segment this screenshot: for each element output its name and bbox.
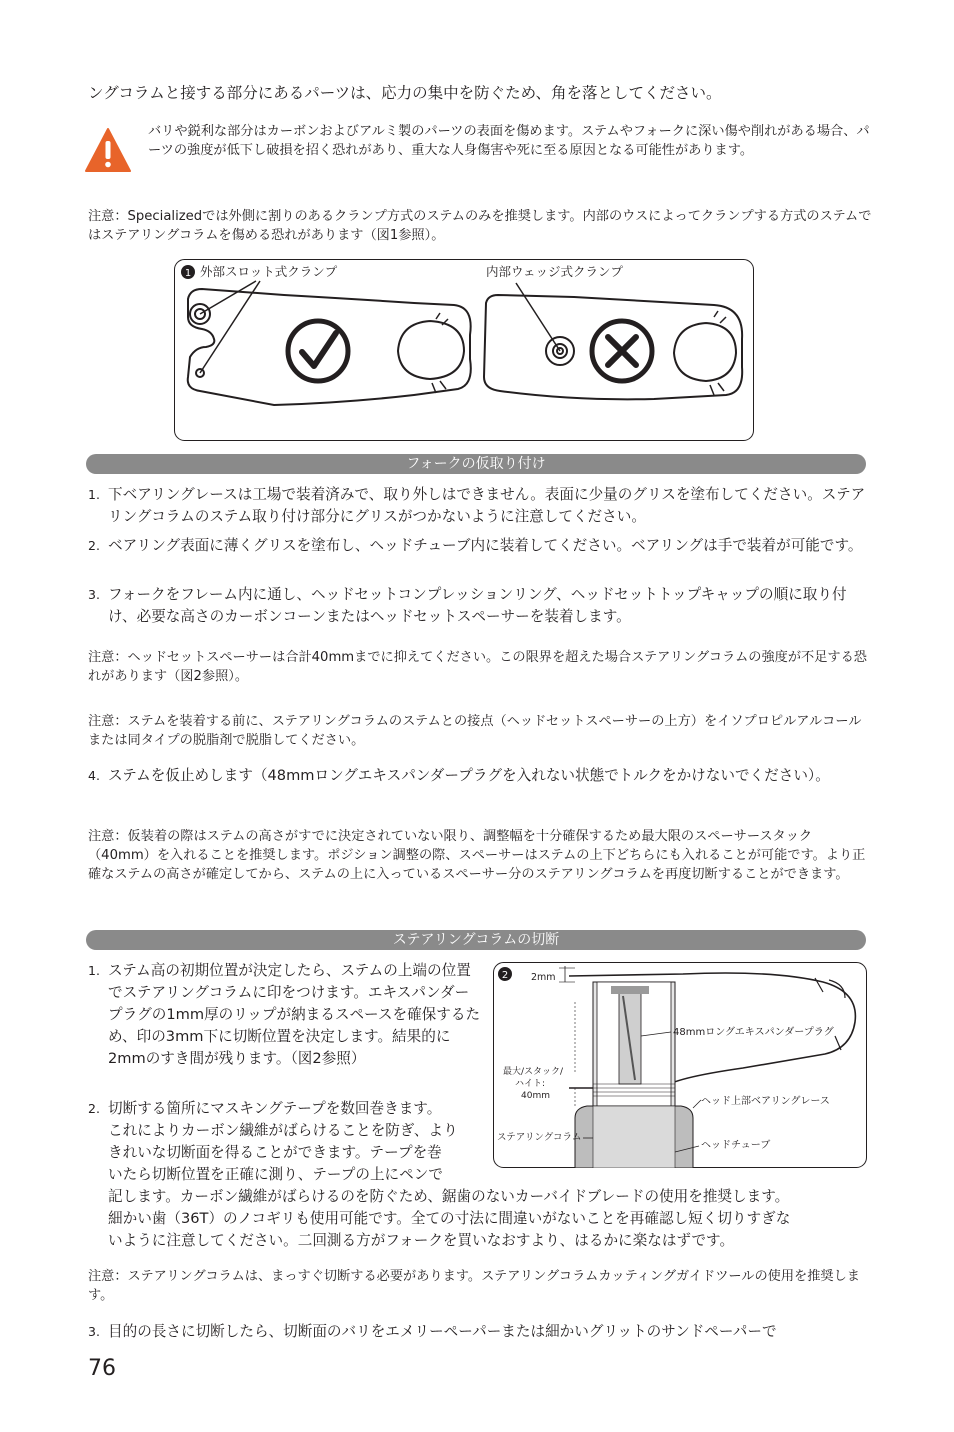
label-expander-plug: 48mmロングエキスパンダープラグ	[673, 1027, 834, 1038]
step-text: 下ベアリングレースは工場で装着済みで、取り外しはできません。表面に少量のグリスを塗布してください。ステアリングコラムのステム取り付け部分にグリスがつかないように注意してください。	[108, 486, 866, 525]
label-stack-line-2: ハイト:	[515, 1079, 546, 1089]
step-4	[88, 765, 873, 809]
step-text-line: いたら切断位置を正確に測り、テープの上にペンで	[108, 1166, 443, 1183]
step-text-line: これによりカーボン繊維がばらけることを防ぎ、より	[108, 1122, 458, 1139]
label-gap: 2mm	[531, 972, 556, 983]
lead-text: ングコラムと接する部分にあるパーツは、応力の集中を防ぐため、角を落としてください。	[88, 84, 722, 102]
step-number: 4.	[88, 768, 100, 783]
figure-2-number: 2	[501, 970, 509, 981]
note-degrease: 注意：ステムを装着する前に、ステアリングコラムのステムとの接点（ヘッドセットスペーサーの上方）をイソプロピルアルコールまたは同タイプの脱脂剤で脱脂してください。	[88, 714, 862, 748]
figure-1-number: 1	[184, 268, 192, 279]
step-number: 2.	[88, 538, 100, 553]
step-text-line: きれいな切断面を得ることができます。テープを巻	[108, 1144, 442, 1161]
step-number: 3.	[88, 1324, 100, 1339]
note-straight-cut: 注意：ステアリングコラムは、まっすぐ切断する必要があります。ステアリングコラムカッティングガイドツールの使用を推奨します。	[88, 1269, 860, 1303]
step-text-line: 切断する箇所にマスキングテープを数回巻きます。	[108, 1100, 442, 1117]
section-header-fork-install: フォークの仮取り付け	[86, 454, 866, 474]
label-steerer-column: ステアリングコラム	[497, 1132, 582, 1143]
warning-text: バリや鋭利な部分はカーボンおよびアルミ製のパーツの表面を傷めます。ステムやフォークに深い傷や削れがある場合、パーツの強度が低下し破損を招く恐れがあり、重大な人身傷害や死に至る原因となる可能性があります。	[148, 124, 870, 158]
step-text: ステム高の初期位置が決定したら、ステムの上端の位置でステアリングコラムに印をつけます。エキスパンダープラグの1mm厚のリップが納まるスペースを確保するため、印の3mm下に切断位置を決定します。結果的に2mmのすき間が残ります。（図2参照）	[108, 962, 481, 1067]
cut-step-3	[88, 1321, 873, 1343]
note-spacer-stack: 注意：仮装着の際はステムの高さがすでに決定されていない限り、調整幅を十分確保するため最大限のスペーサースタック（40mm）を入れることを推奨します。ポジション調整の際、スペーサーはステムの上下どちらにも入れることが可能です。より正確なステムの高さが確定してから、ステムの上に入っているスペーサー分のステアリングコラムを再度切断することができます。	[88, 829, 866, 882]
step-number: 1.	[88, 963, 100, 978]
step-text: 目的の長さに切断したら、切断面のバリをエメリーペーパーまたは細かいグリットのサンドペーパーで	[108, 1323, 777, 1340]
note-stem-clamp: 注意：Specializedでは外側に割りのあるクランプ方式のステムのみを推奨します。内部のウスによってクランプする方式のステムではステアリングコラムを傷める恐れがあります（図1参照）。	[88, 209, 872, 243]
figure-1	[174, 259, 754, 441]
step-number: 1.	[88, 487, 100, 502]
figure-2	[493, 962, 867, 1168]
label-external-clamp: 外部スロット式クランプ	[200, 264, 338, 279]
step-text: フォークをフレーム内に通し、ヘッドセットコンプレッションリング、ヘッドセットトップキャップの順に取り付け、必要な高さのカーボンコーンまたはヘッドセットスペーサーを装着します。	[108, 586, 847, 625]
note-spacer-limit: 注意：ヘッドセットスペーサーは合計40mmまでに抑えてください。この限界を超えた場合ステアリングコラムの強度が不足する恐れがあります（図2参照）。	[88, 650, 867, 684]
step-1	[88, 484, 873, 528]
step-text-line: 記します。カーボン繊維がばらけるのを防ぐため、鋸歯のないカーバイドブレードの使用を推奨します。	[108, 1188, 790, 1205]
warning-triangle-icon	[84, 127, 132, 173]
step-text-line: いように注意してください。二回測る方がフォークを買いなおすより、はるかに楽なはずです。	[108, 1232, 735, 1249]
step-number: 3.	[88, 587, 100, 602]
step-text-line: 細かい歯（36T）のノコギリも使用可能です。全ての寸法に間違いがないことを再確認し短く切りすぎな	[108, 1210, 791, 1227]
label-head-tube: ヘッドチューブ	[701, 1140, 771, 1151]
label-internal-wedge: 内部ウェッジ式クランプ	[486, 264, 624, 279]
step-text: ステムを仮止めします（48mmロングエキスパンダープラグを入れない状態でトルクをかけないでください）。	[108, 767, 830, 784]
step-text: ベアリング表面に薄くグリスを塗布し、ヘッドチューブ内に装着してください。ベアリングは手で装着が可能です。	[108, 537, 863, 554]
step-number: 2.	[88, 1101, 100, 1116]
section-header-column-cut: ステアリングコラムの切断	[86, 930, 866, 950]
page-number: 76	[88, 1356, 116, 1381]
step-2	[88, 535, 873, 579]
step-3	[88, 584, 873, 628]
cut-step-1	[88, 960, 483, 1092]
label-stack-line-3: 40mm	[521, 1091, 550, 1101]
label-upper-race: ヘッド上部ベアリングレース	[701, 1096, 830, 1107]
label-stack-line-1: 最大/スタック/	[503, 1067, 564, 1077]
